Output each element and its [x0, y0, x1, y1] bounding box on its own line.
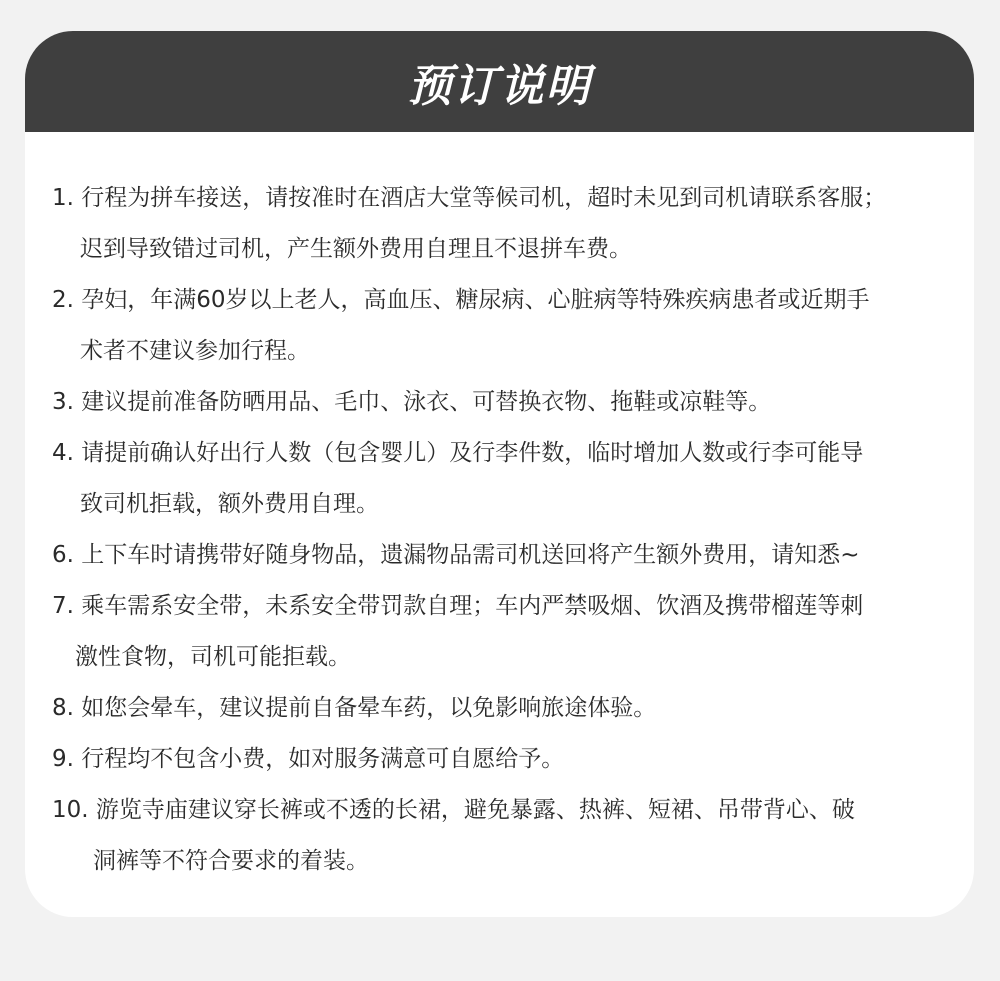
- note-6-line-1: 6. 上下车时请携带好随身物品，遗漏物品需司机送回将产生额外费用，请知悉~: [52, 542, 860, 568]
- note-9-line-1: 9. 行程均不包含小费，如对服务满意可自愿给予。: [52, 746, 565, 772]
- note-2-line-1: 2. 孕妇，年满60岁以上老人，高血压、糖尿病、心脏病等特殊疾病患者或近期手: [52, 287, 870, 313]
- note-1-line-2: 迟到导致错过司机，产生额外费用自理且不退拼车费。: [80, 236, 632, 262]
- note-7-line-2: 激性食物，司机可能拒载。: [75, 644, 351, 670]
- note-4-line-2: 致司机拒载，额外费用自理。: [80, 491, 379, 517]
- note-2-line-2: 术者不建议参加行程。: [80, 338, 310, 364]
- note-10-line-1: 10. 游览寺庙建议穿长裤或不透的长裙，避免暴露、热裤、短裙、吊带背心、破: [52, 797, 855, 823]
- note-8-line-1: 8. 如您会晕车，建议提前自备晕车药，以免影响旅途体验。: [52, 695, 657, 721]
- page-title: 预订说明: [407, 60, 592, 112]
- note-4-line-1: 4. 请提前确认好出行人数（包含婴儿）及行李件数，临时增加人数或行李可能导: [52, 440, 864, 466]
- booking-notes-card: [25, 31, 974, 917]
- note-3-line-1: 3. 建议提前准备防晒用品、毛巾、泳衣、可替换衣物、拖鞋或凉鞋等。: [52, 389, 772, 415]
- note-10-line-2: 洞裤等不符合要求的着装。: [93, 848, 369, 874]
- card-header: [25, 31, 974, 132]
- note-7-line-1: 7. 乘车需系安全带，未系安全带罚款自理；车内严禁吸烟、饮酒及携带榴莲等刺: [52, 593, 864, 619]
- note-1-line-1: 1. 行程为拼车接送，请按准时在酒店大堂等候司机，超时未见到司机请联系客服；: [52, 185, 887, 211]
